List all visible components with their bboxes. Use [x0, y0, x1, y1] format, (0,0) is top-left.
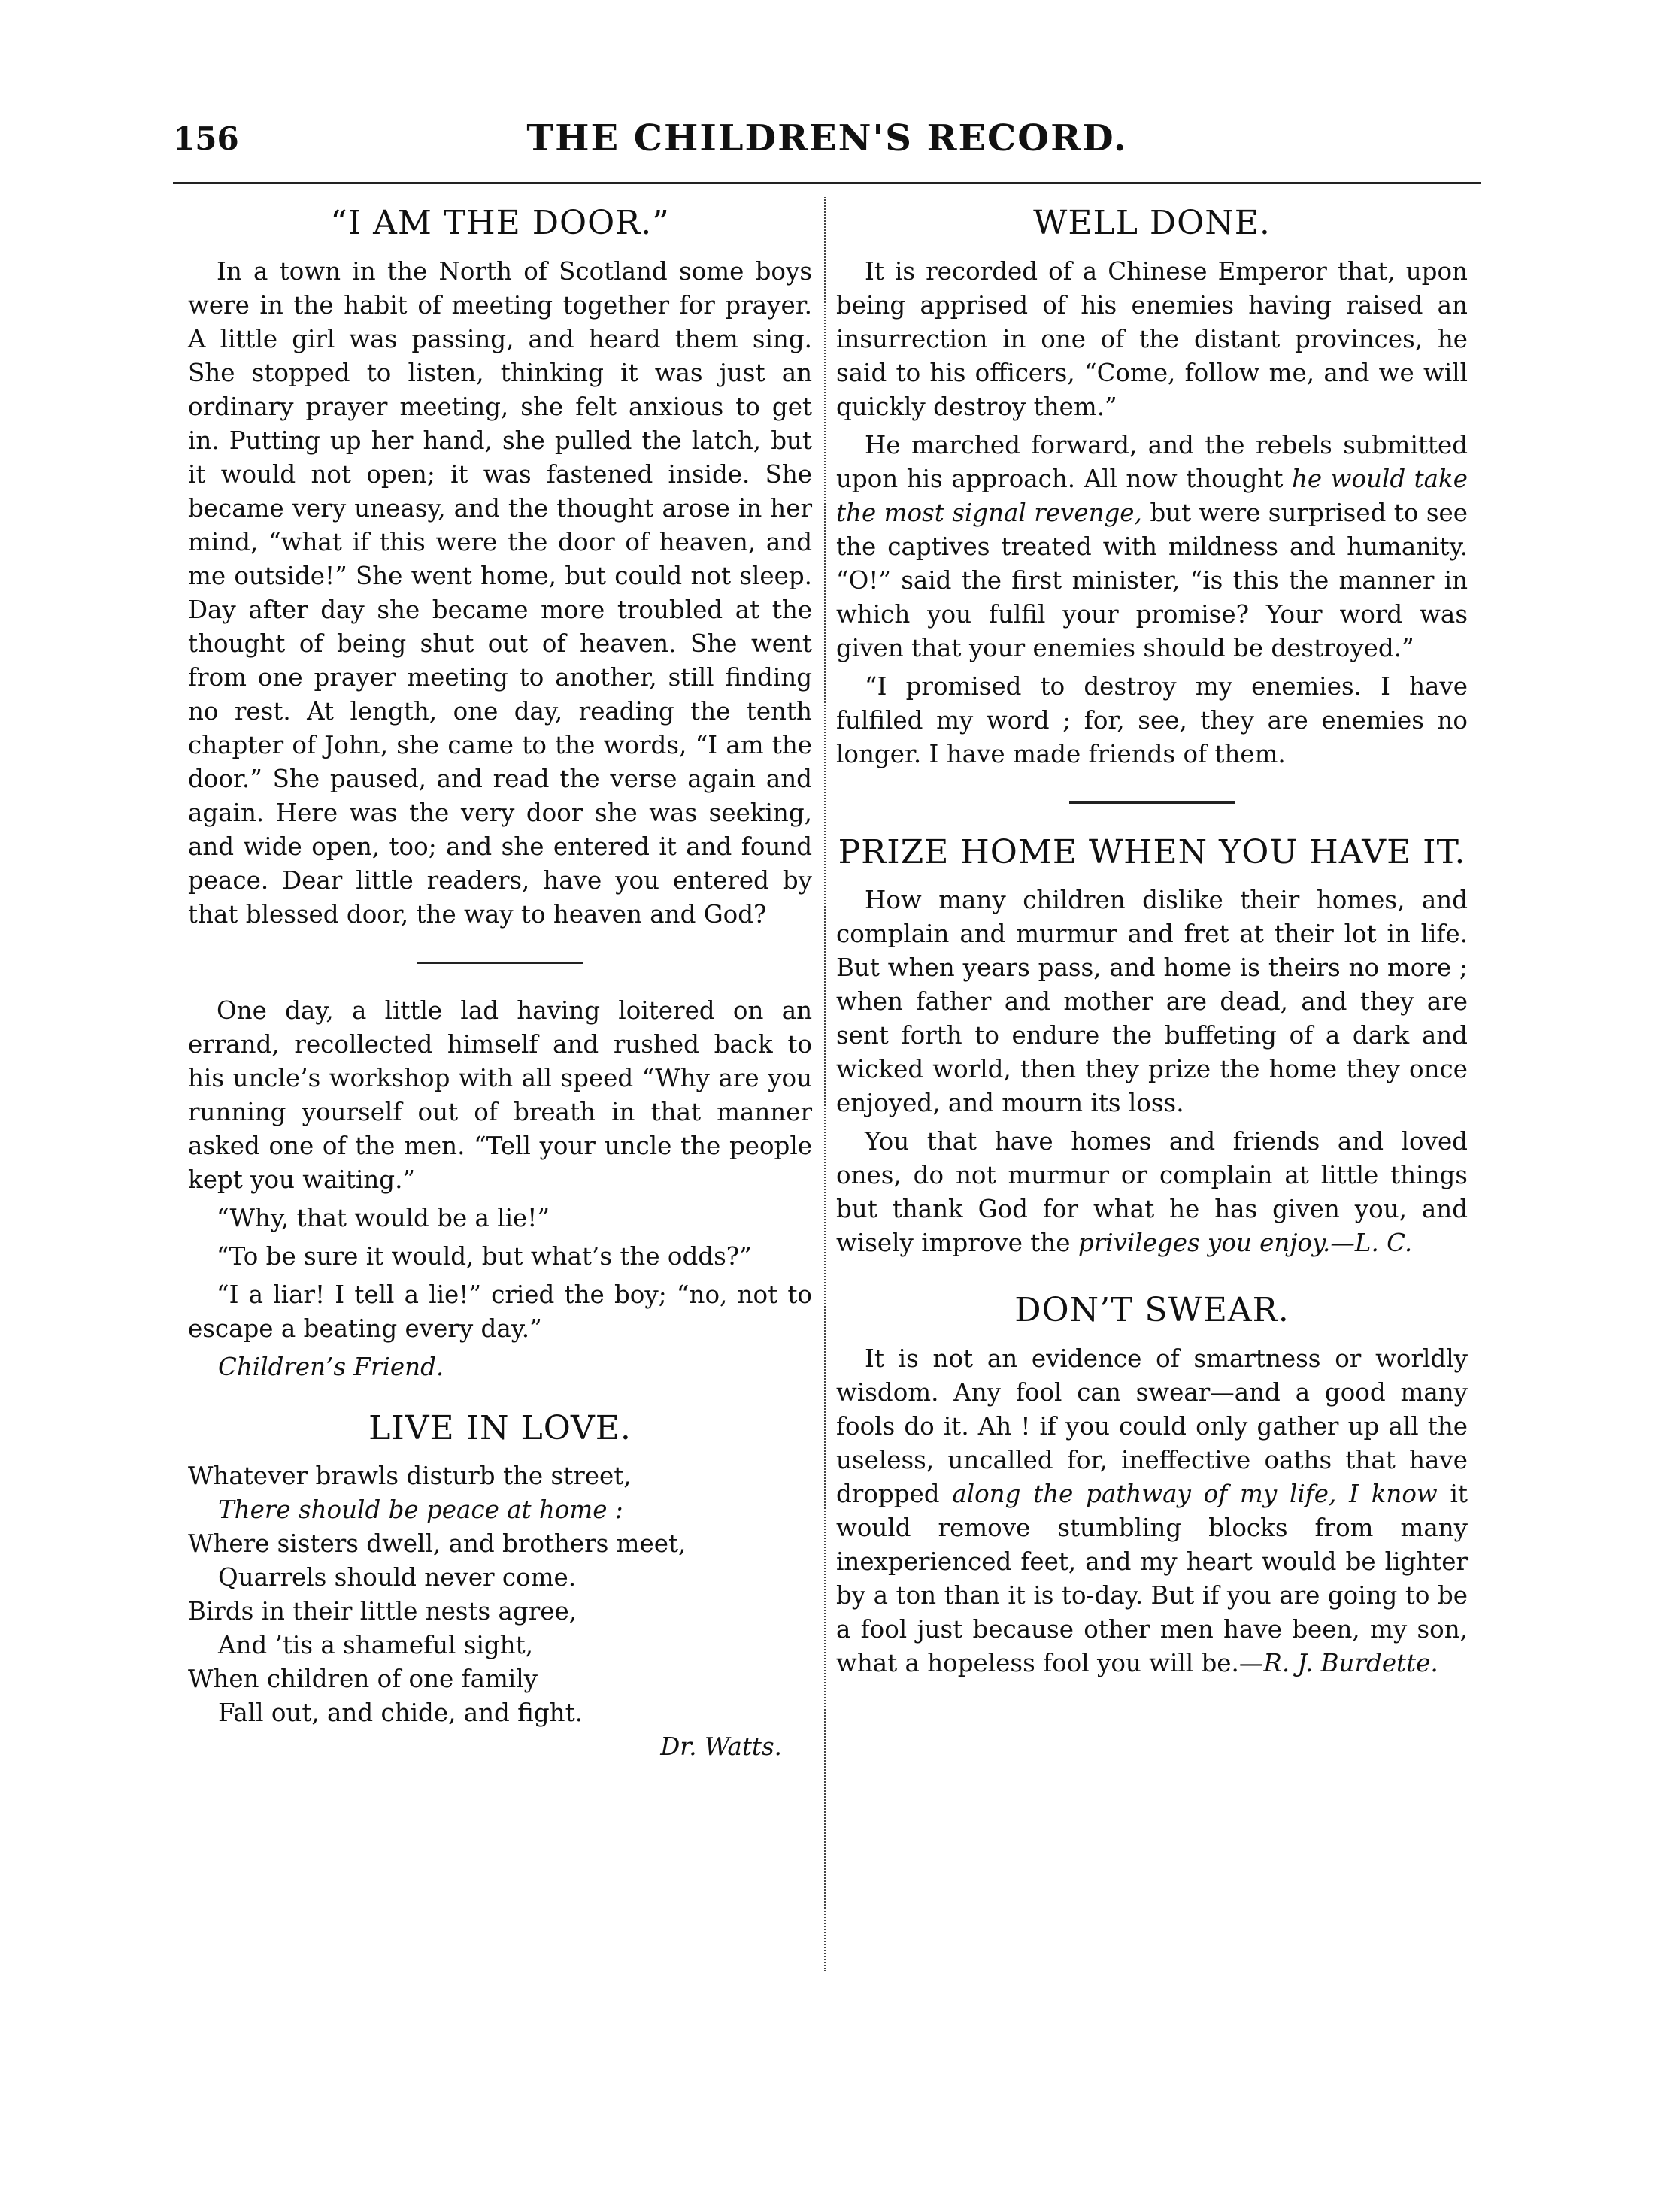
- poem-line: When children of one family: [188, 1665, 538, 1694]
- article-i-am-the-door: [188, 205, 812, 932]
- article-paragraph: “I a liar! I tell a lie!” cried the boy; “no, not to escape a beating every day.”: [188, 1280, 812, 1343]
- right-column: [836, 197, 1468, 1685]
- article-title: PRIZE HOME WHEN YOU HAVE IT.: [838, 832, 1466, 871]
- poem-line: There should be peace at home :: [218, 1495, 623, 1525]
- section-divider: [417, 962, 583, 964]
- article-paragraph: [836, 1125, 1468, 1260]
- text-run: It is not an evidence of smartness or worldly wisdom. Any fool can swear—and a good many fools do it. Ah ! if you could only gather up all the useless, uncalled for, ineffective oaths that have dropped: [836, 1344, 1468, 1508]
- poem-body: [188, 1459, 812, 1730]
- poem-line: And ’tis a shameful sight,: [218, 1631, 533, 1660]
- article-well-done: [836, 205, 1468, 771]
- article-prize-home: [836, 834, 1468, 1261]
- poem-live-in-love: [188, 1410, 812, 1765]
- text-run: it would remove stumbling blocks from many inexperienced feet, and my heart would be lighter by a ton than it is to-day. But if you are going to be a fool just because other men have been, my son, what a hopeless fool you will be.—: [836, 1479, 1468, 1677]
- article-paragraph: “I promised to destroy my enemies. I have fulfiled my word ; for, see, they are enemies no longer. I have made friends of them.: [836, 671, 1468, 768]
- article-paragraph: It is recorded of a Chinese Emperor that, upon being apprised of his enemies having raised an insurrection in one of the distant provinces, he said to his officers, “Come, follow me, and we will quickly destroy them.”: [836, 256, 1468, 421]
- page-header: [173, 113, 1481, 180]
- article-paragraph: “To be sure it would, but what’s the odds?”: [217, 1241, 752, 1271]
- article-credit: Children’s Friend.: [218, 1352, 444, 1381]
- poem-line: Whatever brawls disturb the street,: [188, 1462, 632, 1491]
- article-paragraph: “Why, that would be a lie!”: [217, 1203, 550, 1232]
- section-divider: [1069, 801, 1235, 804]
- article-loitering-lad: [188, 994, 812, 1384]
- text-run-italic: along the pathway of my life, I know: [952, 1479, 1438, 1508]
- article-paragraph: [836, 1342, 1468, 1680]
- poem-title: LIVE IN LOVE.: [368, 1408, 632, 1447]
- text-run-italic: he would take the most signal revenge,: [836, 464, 1468, 527]
- article-paragraph: One day, a little lad having loitered on an errand, recollected himself and rushed back to his uncle’s workshop with all speed “Why are you running yourself out of breath in that manner asked one of the men. “Tell your uncle the people kept you waiting.”: [188, 995, 812, 1194]
- article-title: WELL DONE.: [1033, 204, 1271, 242]
- poem-line: Where sisters dwell, and brothers meet,: [188, 1529, 687, 1559]
- article-title: DON’T SWEAR.: [1014, 1291, 1290, 1330]
- poem-line: Birds in their little nests agree,: [188, 1597, 577, 1626]
- article-paragraph: [836, 429, 1468, 665]
- publication-title: THE CHILDREN'S RECORD.: [526, 117, 1128, 159]
- column-divider: [824, 197, 826, 1971]
- article-paragraph: How many children dislike their homes, and complain and murmur and fret at their lot in life. But when years pass, and home is theirs no more ; when father and mother are dead, and they are sent forth to endure the buffeting of a dark and wicked world, then they prize the home they once enjoyed, and mourn its loss.: [836, 886, 1468, 1118]
- text-run-italic: privileges you enjoy.—L. C.: [1078, 1229, 1413, 1258]
- left-column: [188, 197, 812, 1764]
- page-number: 156: [173, 120, 239, 157]
- text-run: but were surprised to see the captives treated with mildness and humanity. “O!” said the first minister, “is this the manner in which you fulfil your promise? Your word was given that your enemies should be destroyed.”: [836, 498, 1468, 662]
- header-rule: [173, 182, 1481, 184]
- article-title: “I AM THE DOOR.”: [330, 204, 670, 242]
- poem-line: Fall out, and chide, and fight.: [218, 1698, 583, 1728]
- article-paragraph: In a town in the North of Scotland some boys were in the habit of meeting together for prayer. A little girl was passing, and heard them sing. She stopped to listen, thinking it was just an ordinary prayer meeting, she felt anxious to get in. Putting up her hand, she pulled the latch, but it would not open; it was fastened inside. She became very uneasy, and the thought arose in her mind, “what if this were the door of heaven, and me outside!” She went home, but could not sleep. Day after day she became more troubled at the thought of being shut out of heaven. She went from one prayer meeting to another, still finding no rest. At length, one day, reading the tenth chapter of John, she came to the words, “I am the door.” She paused, and read the verse again and again. Here was the very door she was seeking, and wide open, too; and she entered it and found peace. Dear little readers, have you entered by that blessed door, the way to heaven and God?: [188, 256, 812, 929]
- poem-author: Dr. Watts.: [660, 1732, 782, 1762]
- article-dont-swear: [836, 1292, 1468, 1680]
- spacer: [836, 1265, 1468, 1284]
- text-run: You that have homes and friends and loved ones, do not murmur or complain at little things but thank God for what he has given you, and wisely improve the: [836, 1127, 1468, 1258]
- text-run-italic: R. J. Burdette.: [1263, 1648, 1438, 1677]
- text-run: He marched forward, and the rebels submitted upon his approach. All now thought: [836, 430, 1468, 493]
- poem-line: Quarrels should never come.: [218, 1563, 577, 1592]
